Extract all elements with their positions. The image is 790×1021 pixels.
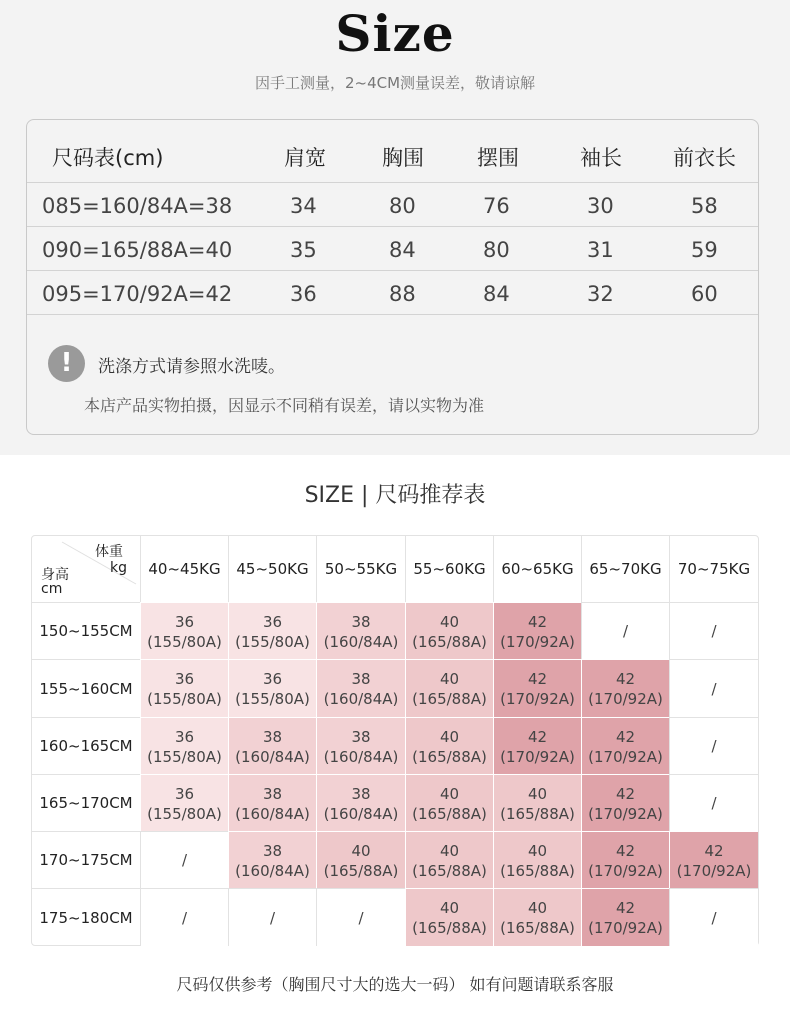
row-size: 090=165/88A=40 bbox=[42, 238, 233, 262]
size-spec: (160/84A) bbox=[323, 748, 399, 766]
size-table-card bbox=[26, 119, 759, 435]
size-spec: (155/80A) bbox=[147, 748, 222, 766]
row-hem: 76 bbox=[483, 194, 510, 218]
row-size: 085=160/84A=38 bbox=[42, 194, 233, 218]
size-number: 36 bbox=[262, 670, 283, 688]
size-number: 42 bbox=[615, 899, 636, 917]
row-shoulder: 36 bbox=[290, 282, 317, 306]
exclamation-icon: ! bbox=[48, 345, 85, 382]
weight-header: 40~45KG bbox=[140, 536, 228, 602]
row-front-length: 59 bbox=[691, 238, 718, 262]
size-spec: (170/92A) bbox=[588, 748, 663, 766]
size-spec: (155/80A) bbox=[235, 690, 310, 708]
size-spec: (165/88A) bbox=[412, 805, 487, 823]
size-spec: (170/92A) bbox=[588, 862, 663, 880]
row-sleeve: 31 bbox=[587, 238, 614, 262]
slash-mark: / bbox=[181, 909, 188, 927]
weight-header: 55~60KG bbox=[405, 536, 493, 602]
size-spec: (160/84A) bbox=[323, 805, 399, 823]
recommend-cell bbox=[140, 831, 228, 888]
recommend-cell bbox=[140, 774, 228, 831]
recommend-cell bbox=[581, 717, 669, 774]
size-spec: (165/88A) bbox=[412, 919, 487, 937]
size-number: 38 bbox=[262, 728, 283, 746]
table-row bbox=[27, 226, 758, 270]
recommend-cell bbox=[669, 659, 758, 717]
weight-header: 50~55KG bbox=[316, 536, 405, 602]
recommend-cell bbox=[405, 717, 493, 774]
recommend-cell bbox=[493, 602, 581, 659]
recommend-title: SIZE | 尺码推荐表 bbox=[304, 483, 486, 508]
size-spec: (160/84A) bbox=[235, 862, 310, 880]
size-spec: (165/88A) bbox=[500, 919, 575, 937]
size-number: 42 bbox=[704, 842, 724, 860]
slash-mark: / bbox=[711, 794, 717, 812]
size-number: 40 bbox=[351, 842, 371, 860]
recommend-cell bbox=[316, 888, 405, 946]
row-hem: 80 bbox=[483, 238, 510, 262]
row-front-length: 58 bbox=[691, 194, 718, 218]
col-header-size: 尺码表(cm) bbox=[52, 146, 164, 170]
size-spec: (155/80A) bbox=[235, 633, 310, 651]
recommend-cell bbox=[493, 659, 581, 717]
size-number: 42 bbox=[615, 842, 636, 860]
size-number: 42 bbox=[615, 785, 636, 803]
slash-mark: / bbox=[711, 622, 717, 640]
size-spec: (170/92A) bbox=[588, 690, 663, 708]
size-number: 40 bbox=[527, 842, 548, 860]
size-number: 40 bbox=[439, 728, 460, 746]
recommend-cell bbox=[669, 888, 758, 946]
size-number: 38 bbox=[351, 670, 371, 688]
recommend-cell bbox=[228, 602, 316, 659]
slash-mark: / bbox=[622, 622, 629, 640]
recommend-cell bbox=[581, 774, 669, 831]
recommend-cell bbox=[493, 888, 581, 946]
row-shoulder: 35 bbox=[290, 238, 317, 262]
size-spec: (160/84A) bbox=[235, 748, 310, 766]
size-spec: (155/80A) bbox=[147, 805, 222, 823]
size-number: 42 bbox=[615, 670, 636, 688]
size-number: 38 bbox=[351, 613, 371, 631]
size-number: 40 bbox=[439, 842, 460, 860]
recommend-cell bbox=[669, 831, 758, 888]
size-number: 36 bbox=[174, 670, 195, 688]
row-chest: 84 bbox=[389, 238, 416, 262]
corner-weight-label: 体重 bbox=[95, 544, 123, 560]
weight-header: 45~50KG bbox=[228, 536, 316, 602]
recommend-cell bbox=[140, 717, 228, 774]
size-number: 36 bbox=[262, 613, 283, 631]
recommend-cell bbox=[228, 831, 316, 888]
recommend-cell bbox=[228, 717, 316, 774]
height-label: 160~165CM bbox=[32, 717, 140, 774]
size-number: 40 bbox=[439, 785, 460, 803]
slash-mark: / bbox=[181, 851, 188, 869]
slash-mark: / bbox=[711, 737, 717, 755]
size-spec: (160/84A) bbox=[235, 805, 310, 823]
height-label: 175~180CM bbox=[32, 888, 140, 946]
size-number: 42 bbox=[527, 728, 548, 746]
recommend-cell bbox=[316, 774, 405, 831]
size-spec: (165/88A) bbox=[412, 862, 487, 880]
recommend-cell bbox=[405, 831, 493, 888]
height-label: 170~175CM bbox=[32, 831, 140, 888]
recommend-cell bbox=[140, 659, 228, 717]
photo-disclaimer: 本店产品实物拍摄，因显示不同稍有误差，请以实物为准 bbox=[84, 396, 485, 415]
recommend-cell bbox=[493, 831, 581, 888]
size-chart-section bbox=[0, 0, 790, 455]
row-sleeve: 30 bbox=[587, 194, 614, 218]
footer-note: 尺码仅供参考（胸围尺寸大的选大一码） 如有问题请联系客服 bbox=[176, 975, 614, 994]
slash-mark: / bbox=[711, 909, 717, 927]
weight-header: 65~70KG bbox=[581, 536, 669, 602]
corner-height-label: 身高 bbox=[41, 567, 69, 583]
recommend-cell bbox=[405, 774, 493, 831]
recommend-cell bbox=[581, 831, 669, 888]
weight-header: 70~75KG bbox=[669, 536, 758, 602]
size-spec: (170/92A) bbox=[500, 690, 575, 708]
recommend-cell bbox=[581, 602, 669, 659]
size-number: 38 bbox=[351, 785, 371, 803]
size-number: 40 bbox=[439, 670, 460, 688]
size-spec: (165/88A) bbox=[412, 633, 487, 651]
corner-cm-label: cm bbox=[41, 581, 63, 597]
recommend-cell bbox=[228, 888, 316, 946]
recommend-cell bbox=[669, 717, 758, 774]
slash-mark: / bbox=[269, 909, 276, 927]
row-sleeve: 32 bbox=[587, 282, 614, 306]
size-spec: (170/92A) bbox=[500, 633, 575, 651]
washing-note: 洗涤方式请参照水洗唛。 bbox=[98, 357, 285, 377]
size-number: 40 bbox=[439, 613, 460, 631]
size-spec: (170/92A) bbox=[500, 748, 575, 766]
recommend-cell bbox=[228, 659, 316, 717]
row-chest: 88 bbox=[389, 282, 416, 306]
size-number: 36 bbox=[174, 728, 195, 746]
col-header-hem: 摆围 bbox=[477, 146, 519, 170]
col-header-front-length: 前衣长 bbox=[673, 146, 736, 170]
table-divider bbox=[27, 314, 758, 315]
size-number: 36 bbox=[174, 785, 195, 803]
size-number: 40 bbox=[527, 899, 548, 917]
size-spec: (160/84A) bbox=[323, 633, 399, 651]
recommend-cell bbox=[316, 602, 405, 659]
size-spec: (170/92A) bbox=[588, 805, 663, 823]
recommend-cell bbox=[493, 774, 581, 831]
slash-mark: / bbox=[711, 680, 717, 698]
row-chest: 80 bbox=[389, 194, 416, 218]
size-number: 36 bbox=[174, 613, 195, 631]
col-header-sleeve: 袖长 bbox=[580, 146, 622, 170]
col-header-shoulder: 肩宽 bbox=[284, 146, 326, 170]
recommend-cell bbox=[405, 602, 493, 659]
recommend-cell bbox=[493, 717, 581, 774]
size-spec: (160/84A) bbox=[323, 690, 399, 708]
size-spec: (165/88A) bbox=[412, 748, 487, 766]
recommend-cell bbox=[316, 659, 405, 717]
recommend-cell bbox=[316, 831, 405, 888]
size-number: 42 bbox=[615, 728, 636, 746]
recommend-cell bbox=[140, 602, 228, 659]
size-number: 38 bbox=[262, 842, 283, 860]
recommend-cell bbox=[316, 717, 405, 774]
size-number: 38 bbox=[351, 728, 371, 746]
measurement-note: 因手工测量，2~4CM测量误差，敬请谅解 bbox=[254, 74, 536, 92]
recommend-cell bbox=[140, 888, 228, 946]
row-hem: 84 bbox=[483, 282, 510, 306]
weight-header: 60~65KG bbox=[493, 536, 581, 602]
size-spec: (165/88A) bbox=[500, 805, 575, 823]
size-number: 38 bbox=[262, 785, 283, 803]
size-number: 40 bbox=[527, 785, 548, 803]
size-recommend-table bbox=[31, 535, 759, 946]
size-number: 42 bbox=[527, 613, 548, 631]
row-shoulder: 34 bbox=[290, 194, 317, 218]
recommend-cell bbox=[581, 659, 669, 717]
row-front-length: 60 bbox=[691, 282, 718, 306]
size-number: 40 bbox=[439, 899, 460, 917]
size-spec: (170/92A) bbox=[588, 919, 663, 937]
col-header-chest: 胸围 bbox=[382, 146, 424, 170]
corner-kg-label: kg bbox=[110, 560, 127, 576]
size-spec: (155/80A) bbox=[147, 633, 222, 651]
table-row bbox=[27, 270, 758, 314]
size-spec: (165/88A) bbox=[323, 862, 399, 880]
recommend-cell bbox=[669, 602, 758, 659]
size-number: 42 bbox=[527, 670, 548, 688]
recommend-cell bbox=[405, 888, 493, 946]
size-spec: (165/88A) bbox=[500, 862, 575, 880]
height-label: 150~155CM bbox=[32, 602, 140, 659]
size-spec: (165/88A) bbox=[412, 690, 487, 708]
height-label: 155~160CM bbox=[32, 659, 140, 717]
height-label: 165~170CM bbox=[32, 774, 140, 831]
recommend-cell bbox=[228, 774, 316, 831]
size-spec: (155/80A) bbox=[147, 690, 222, 708]
recommend-cell bbox=[405, 659, 493, 717]
slash-mark: / bbox=[358, 909, 364, 927]
table-row bbox=[27, 182, 758, 226]
size-heading: Size bbox=[335, 4, 455, 63]
recommend-cell bbox=[669, 774, 758, 831]
recommend-cell bbox=[581, 888, 669, 946]
size-spec: (170/92A) bbox=[676, 862, 752, 880]
row-size: 095=170/92A=42 bbox=[42, 282, 233, 306]
